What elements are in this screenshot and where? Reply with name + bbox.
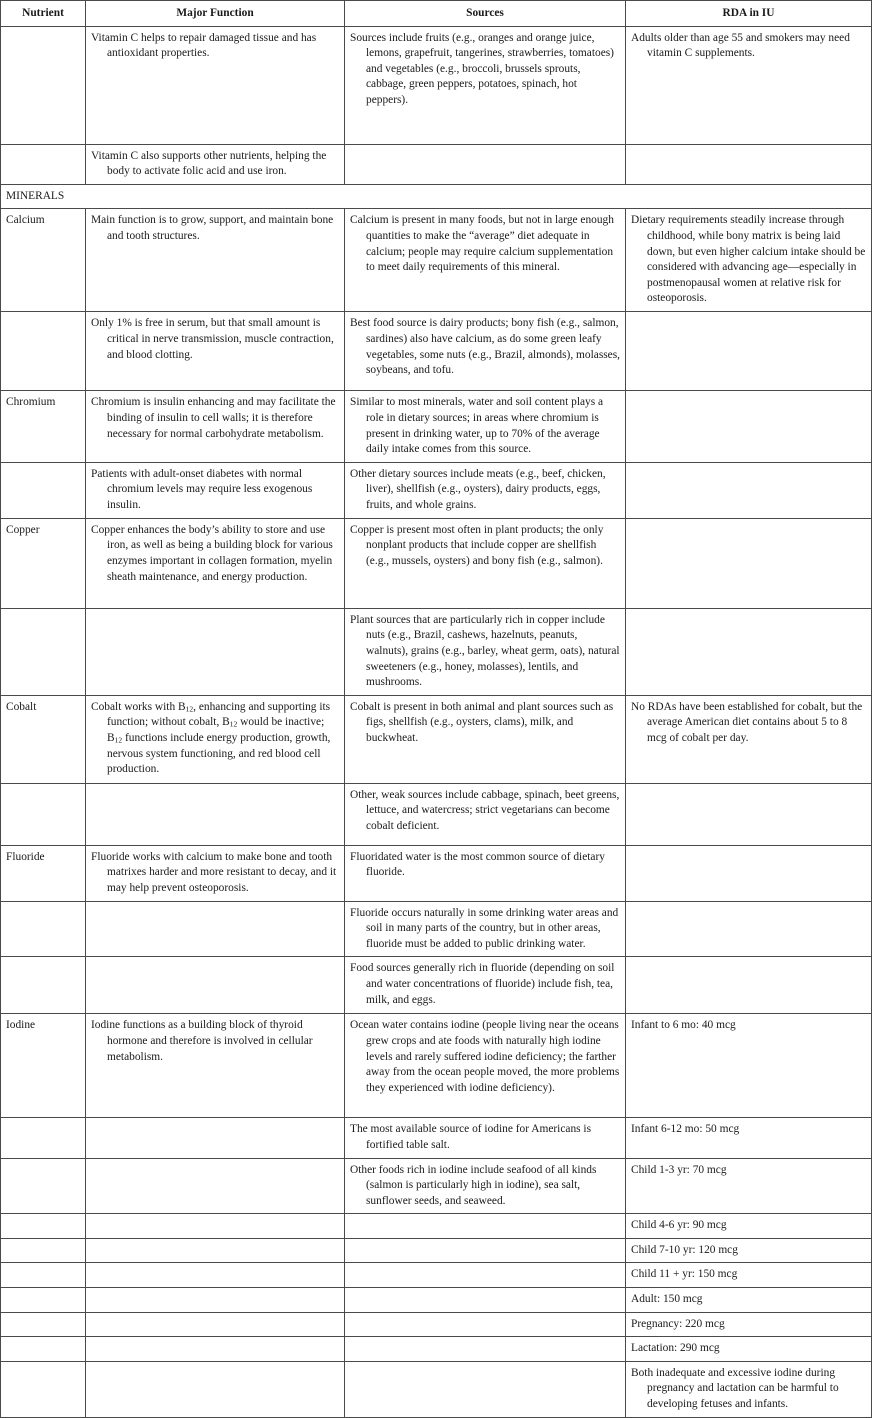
rda-cell: [626, 462, 872, 518]
sources-cell: Cobalt is present in both animal and plant sources such as figs, shellfish (e.g., oysters, clams), milk, and buckwheat.: [345, 695, 626, 783]
table-row: [1, 1158, 872, 1214]
nutrient-cell: [1, 1361, 86, 1417]
sources-cell: Sources include fruits (e.g., oranges and orange juice, lemons, grapefruit, tangerines, strawberries, tomatoes) and vegetables (e.g., broccoli, brussels sprouts, cabbage, green peppers, potatoes, spinach, hot peppers).: [345, 26, 626, 144]
sources-cell: Ocean water contains iodine (people living near the oceans grew crops and ate foods with naturally high iodine levels and rarely suffered iodine deficiency; the farther away from the ocean people moved, the more problems they experienced with iodine deficiency).: [345, 1014, 626, 1118]
nutrient-cell: [1, 901, 86, 957]
function-cell: Chromium is insulin enhancing and may facilitate the binding of insulin to cell walls; it is therefore necessary for normal carbohydrate metabolism.: [86, 391, 345, 462]
nutrient-cell: [1, 1312, 86, 1337]
function-cell: Patients with adult-onset diabetes with normal chromium levels may require less exogenous insulin.: [86, 462, 345, 518]
rda-cell: Child 7-10 yr: 120 mcg: [626, 1238, 872, 1263]
table-header-row: [1, 1, 872, 27]
sources-cell: [345, 1263, 626, 1288]
nutrient-cell: [1, 1214, 86, 1239]
rda-cell: [626, 608, 872, 695]
sources-cell: [345, 1361, 626, 1417]
nutrient-cell: Iodine: [1, 1014, 86, 1118]
table-row: [1, 144, 872, 184]
sources-cell: [345, 144, 626, 184]
rda-cell: Pregnancy: 220 mcg: [626, 1312, 872, 1337]
header-sources: Sources: [345, 1, 626, 27]
rda-cell: Adults older than age 55 and smokers may need vitamin C supplements.: [626, 26, 872, 144]
table-row: [1, 209, 872, 312]
function-cell: [86, 1263, 345, 1288]
nutrient-cell: [1, 608, 86, 695]
nutrient-cell: Fluoride: [1, 845, 86, 901]
rda-cell: Dietary requirements steadily increase through childhood, while bony matrix is being laid down, but even higher calcium intake should be considered with advancing age—especially in postmenopausal women at relative risk for osteoporosis.: [626, 209, 872, 312]
function-cell: [86, 1158, 345, 1214]
section-heading: MINERALS: [1, 184, 872, 209]
nutrient-cell: [1, 783, 86, 845]
header-rda: RDA in IU: [626, 1, 872, 27]
table-body: [1, 26, 872, 1417]
nutrient-cell: Copper: [1, 518, 86, 608]
nutrient-cell: [1, 1238, 86, 1263]
rda-cell: Infant to 6 mo: 40 mcg: [626, 1014, 872, 1118]
table-row: [1, 518, 872, 608]
function-cell: [86, 957, 345, 1014]
rda-cell: [626, 144, 872, 184]
function-cell: [86, 901, 345, 957]
table-row: [1, 901, 872, 957]
sources-cell: Fluoride occurs naturally in some drinking water areas and soil in many parts of the country, but in other areas, fluoride must be added to public drinking water.: [345, 901, 626, 957]
function-cell: [86, 1118, 345, 1158]
nutrient-cell: [1, 1158, 86, 1214]
sources-cell: [345, 1337, 626, 1362]
table-row: [1, 312, 872, 391]
sources-cell: Similar to most minerals, water and soil content plays a role in dietary sources; in areas where chromium is present in drinking water, up to 70% of the average daily intake comes from this source.: [345, 391, 626, 462]
table-row: [1, 462, 872, 518]
table-row: [1, 1214, 872, 1239]
function-cell: Iodine functions as a building block of thyroid hormone and therefore is involved in cellular metabolism.: [86, 1014, 345, 1118]
function-cell: Main function is to grow, support, and maintain bone and tooth structures.: [86, 209, 345, 312]
sources-cell: [345, 1238, 626, 1263]
nutrient-cell: Chromium: [1, 391, 86, 462]
header-nutrient: Nutrient: [1, 1, 86, 27]
sources-cell: The most available source of iodine for Americans is fortified table salt.: [345, 1118, 626, 1158]
function-cell: [86, 1337, 345, 1362]
rda-cell: Child 11 + yr: 150 mcg: [626, 1263, 872, 1288]
sources-cell: Other foods rich in iodine include seafood of all kinds (salmon is particularly high in iodine), sea salt, sunflower seeds, and seaweed.: [345, 1158, 626, 1214]
sources-cell: Fluoridated water is the most common source of dietary fluoride.: [345, 845, 626, 901]
sources-cell: Other, weak sources include cabbage, spinach, beet greens, lettuce, and watercress; strict vegetarians can become cobalt deficient.: [345, 783, 626, 845]
nutrient-cell: [1, 462, 86, 518]
function-cell: [86, 1361, 345, 1417]
table-row: [1, 1014, 872, 1118]
rda-cell: [626, 391, 872, 462]
rda-cell: [626, 783, 872, 845]
sources-cell: Copper is present most often in plant products; the only nonplant products that include copper are shellfish (e.g., mussels, oysters) and bony fish (e.g., salmon).: [345, 518, 626, 608]
function-cell: [86, 1214, 345, 1239]
rda-cell: [626, 957, 872, 1014]
function-cell: [86, 1288, 345, 1313]
sources-cell: [345, 1214, 626, 1239]
table-row: [1, 695, 872, 783]
nutrient-cell: [1, 1337, 86, 1362]
table-row: [1, 845, 872, 901]
sources-cell: Food sources generally rich in fluoride (depending on soil and water concentrations of fluoride) include fish, tea, milk, and eggs.: [345, 957, 626, 1014]
rda-cell: [626, 312, 872, 391]
nutrient-cell: Calcium: [1, 209, 86, 312]
table-row: [1, 391, 872, 462]
function-cell: Vitamin C helps to repair damaged tissue and has antioxidant properties.: [86, 26, 345, 144]
function-cell: Fluoride works with calcium to make bone and tooth matrixes harder and more resistant to decay, and it may help prevent osteoporosis.: [86, 845, 345, 901]
table-row: [1, 1288, 872, 1313]
rda-cell: Child 1-3 yr: 70 mcg: [626, 1158, 872, 1214]
rda-cell: Both inadequate and excessive iodine during pregnancy and lactation can be harmful to developing fetuses and infants.: [626, 1361, 872, 1417]
nutrient-cell: [1, 1263, 86, 1288]
function-cell: [86, 783, 345, 845]
sources-cell: [345, 1288, 626, 1313]
table-row: [1, 1118, 872, 1158]
rda-cell: Lactation: 290 mcg: [626, 1337, 872, 1362]
function-cell: Only 1% is free in serum, but that small amount is critical in nerve transmission, muscle contraction, and blood clotting.: [86, 312, 345, 391]
header-major-function: Major Function: [86, 1, 345, 27]
function-cell: Cobalt works with $B_{12}$, enhancing and supporting its function; without cobalt, $B_{12}$ would be inactive; $B_{12}$ functions include energy production, growth, nervous system functioning, and red blood cell production.: [86, 695, 345, 783]
nutrient-cell: [1, 312, 86, 391]
rda-cell: Adult: 150 mcg: [626, 1288, 872, 1313]
rda-cell: [626, 901, 872, 957]
nutrient-cell: [1, 1288, 86, 1313]
section-row: [1, 184, 872, 209]
nutrient-cell: [1, 144, 86, 184]
nutrient-cell: [1, 957, 86, 1014]
rda-cell: [626, 518, 872, 608]
table-row: [1, 26, 872, 144]
table-row: [1, 1337, 872, 1362]
sources-cell: Other dietary sources include meats (e.g., beef, chicken, liver), shellfish (e.g., oysters), dairy products, eggs, fruits, and whole grains.: [345, 462, 626, 518]
sources-cell: Plant sources that are particularly rich in copper include nuts (e.g., Brazil, cashews, hazelnuts, peanuts, walnuts), grains (e.g., barley, wheat germ, oats), natural sweeteners (e.g., honey, molasses), lentils, and mushrooms.: [345, 608, 626, 695]
function-cell: [86, 1238, 345, 1263]
table-row: [1, 957, 872, 1014]
table-row: [1, 1263, 872, 1288]
function-cell: [86, 608, 345, 695]
table-row: [1, 608, 872, 695]
table-row: [1, 1238, 872, 1263]
function-cell: Vitamin C also supports other nutrients, helping the body to activate folic acid and use iron.: [86, 144, 345, 184]
nutrient-cell: Cobalt: [1, 695, 86, 783]
table-row: [1, 1312, 872, 1337]
rda-cell: Child 4-6 yr: 90 mcg: [626, 1214, 872, 1239]
nutrient-cell: [1, 1118, 86, 1158]
function-cell: [86, 1312, 345, 1337]
sources-cell: [345, 1312, 626, 1337]
sources-cell: Best food source is dairy products; bony fish (e.g., salmon, sardines) also have calcium, as do some green leafy vegetables, some nuts (e.g., Brazil, almonds), molasses, soybeans, and tofu.: [345, 312, 626, 391]
function-cell: Copper enhances the body’s ability to store and use iron, as well as being a building block for various enzymes important in collagen formation, myelin sheath maintenance, and energy production.: [86, 518, 345, 608]
rda-cell: Infant 6-12 mo: 50 mcg: [626, 1118, 872, 1158]
table-row: [1, 783, 872, 845]
sources-cell: Calcium is present in many foods, but not in large enough quantities to make the “average” diet adequate in calcium; people may require calcium supplementation to meet daily requirements of this mineral.: [345, 209, 626, 312]
nutrient-cell: [1, 26, 86, 144]
rda-cell: [626, 845, 872, 901]
rda-cell: No RDAs have been established for cobalt, but the average American diet contains about 5 to 8 mcg of cobalt per day.: [626, 695, 872, 783]
table-row: [1, 1361, 872, 1417]
